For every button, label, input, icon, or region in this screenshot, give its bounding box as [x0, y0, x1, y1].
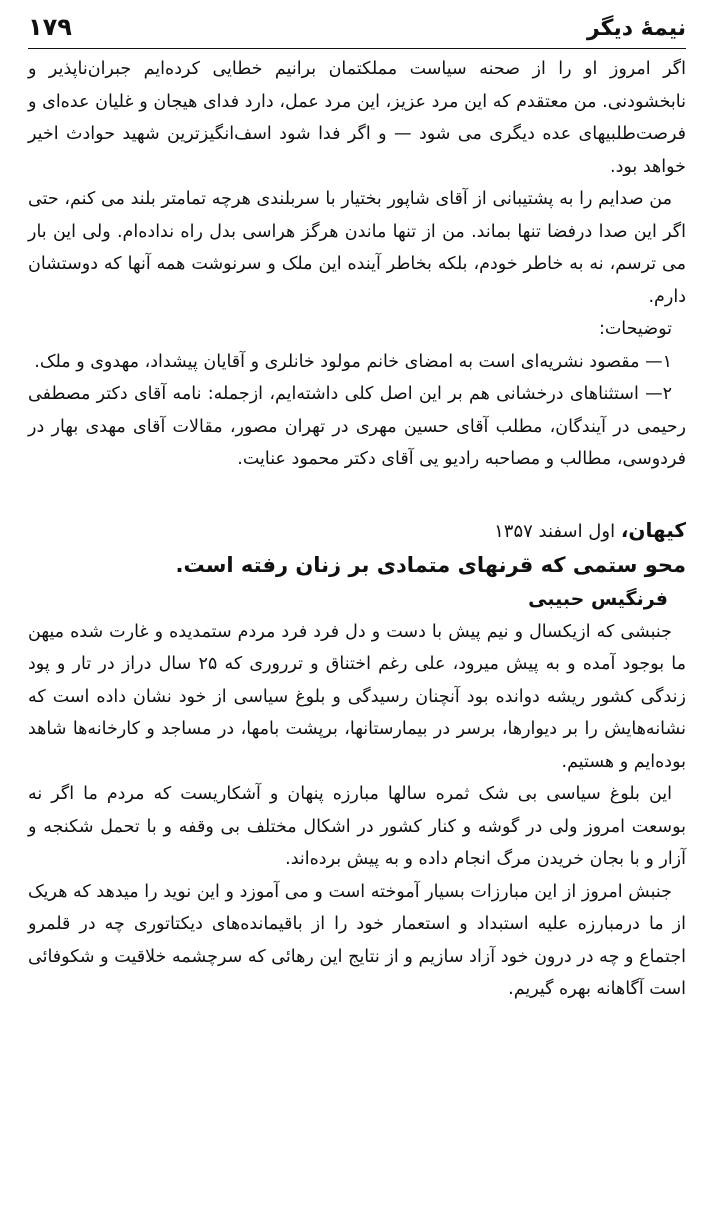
book-page [28, 12, 686, 1212]
article-source [28, 514, 686, 548]
page-number: ۱۷۹ [28, 13, 72, 41]
newspaper-name: کیهان، [620, 517, 686, 542]
paragraph: جنبشی که ازیکسال و نیم پیش با دست و دل فرد فرد مردم ستمدیده و غارت شده میهن ما بوجود آمده و به پیش میرود، علی رغم اختناق و ترروری که ۲۵ سال دراز در تار و پود زندگی کشور ریشه دوانده بود آنچنان رسیدگی و بلوغ سیاسی از خود نشان داده است که نشانه‌هایش را بر دیوارها، برسر در بیمارستانها، برپشت بامها، در مساجد و کارخانه‌ها شاهد بوده‌ایم و هستیم. [28, 621, 686, 772]
section-gap [28, 476, 686, 514]
page-header [28, 12, 686, 49]
paragraph: این بلوغ سیاسی بی شک ثمره سالها مبارزه پنهان و آشکاریست که مردم ما اگر نه بوسعت امروز ولی در گوشه و کنار کشور در اشکال مختلف بی وقفه و با تحمل شکنجه و آزار و با بجان خریدن مرگ انجام داده و به پیش برده‌اند. [28, 784, 686, 869]
article-headline: محو ستمی که قرنهای متمادی بر زنان رفته است. [175, 552, 686, 577]
paragraph: جنبش امروز از این مبارزات بسیار آموخته است و می آموزد و این نوید را میدهد که هریک از ما درمبارزه علیه استبداد و استعمار خود را از باقیمانده‌های دیکتاتوری چه در قلمرو اجتماع و چه در درون خود آزاد سازیم و از نتایج این رهائی که سرچشمه خلاقیت و شکوفائی است آگاهانه بهره گیریم. [28, 881, 686, 999]
paragraph: من صدایم را به پشتیبانی از آقای شاپور بختیار با سربلندی هرچه تمامتر بلند می کنم، حتی اگر این صدا درفضا تنها بماند. من از تنها ماندن هرگز هراسی بدل راه نداده‌ام. ولی این بار می ترسم، نه به خاطر خودم، بلکه بخاطر آینده این ملک و سرنوشت همه آنها که دوستشان دارم. [28, 189, 686, 307]
footnote: ۱— مقصود نشریه‌ای است به امضای خانم مولود خانلری و آقایان پیشداد، مهدوی و ملک. [34, 351, 672, 372]
running-title: نیمهٔ دیگر [586, 16, 686, 41]
paragraph: اگر امروز او را از صحنه سیاست مملکتمان برانیم خطایی کرده‌ایم جبران‌ناپذیر و نابخشودنی. من معتقدم که این مرد عزیز، این مرد عمل، دارد فدای هیجان و غلیان عده‌ای و فرصت‌طلبیهای عده دیگری می شود — و اگر فدا شود اسف‌انگیزترین شهید حوادث اخیر خواهد بود. [28, 59, 686, 177]
article-date: اول اسفند ۱۳۵۷ [494, 520, 616, 542]
notes-label: توضیحات: [598, 319, 672, 339]
footnote: ۲— استثناهای درخشانی هم بر این اصل کلی داشته‌ایم، ازجمله: نامه آقای دکتر مصطفی رحیمی در آیندگان، مطلب آقای حسین مهری در تهران مصور، مقالات آقای مهدی بهار در فردوسی، مطالب و مصاحبه رادیو یی آقای دکتر محمود عنایت. [28, 384, 686, 469]
article-author: فرنگیس حبیبی [528, 587, 668, 610]
